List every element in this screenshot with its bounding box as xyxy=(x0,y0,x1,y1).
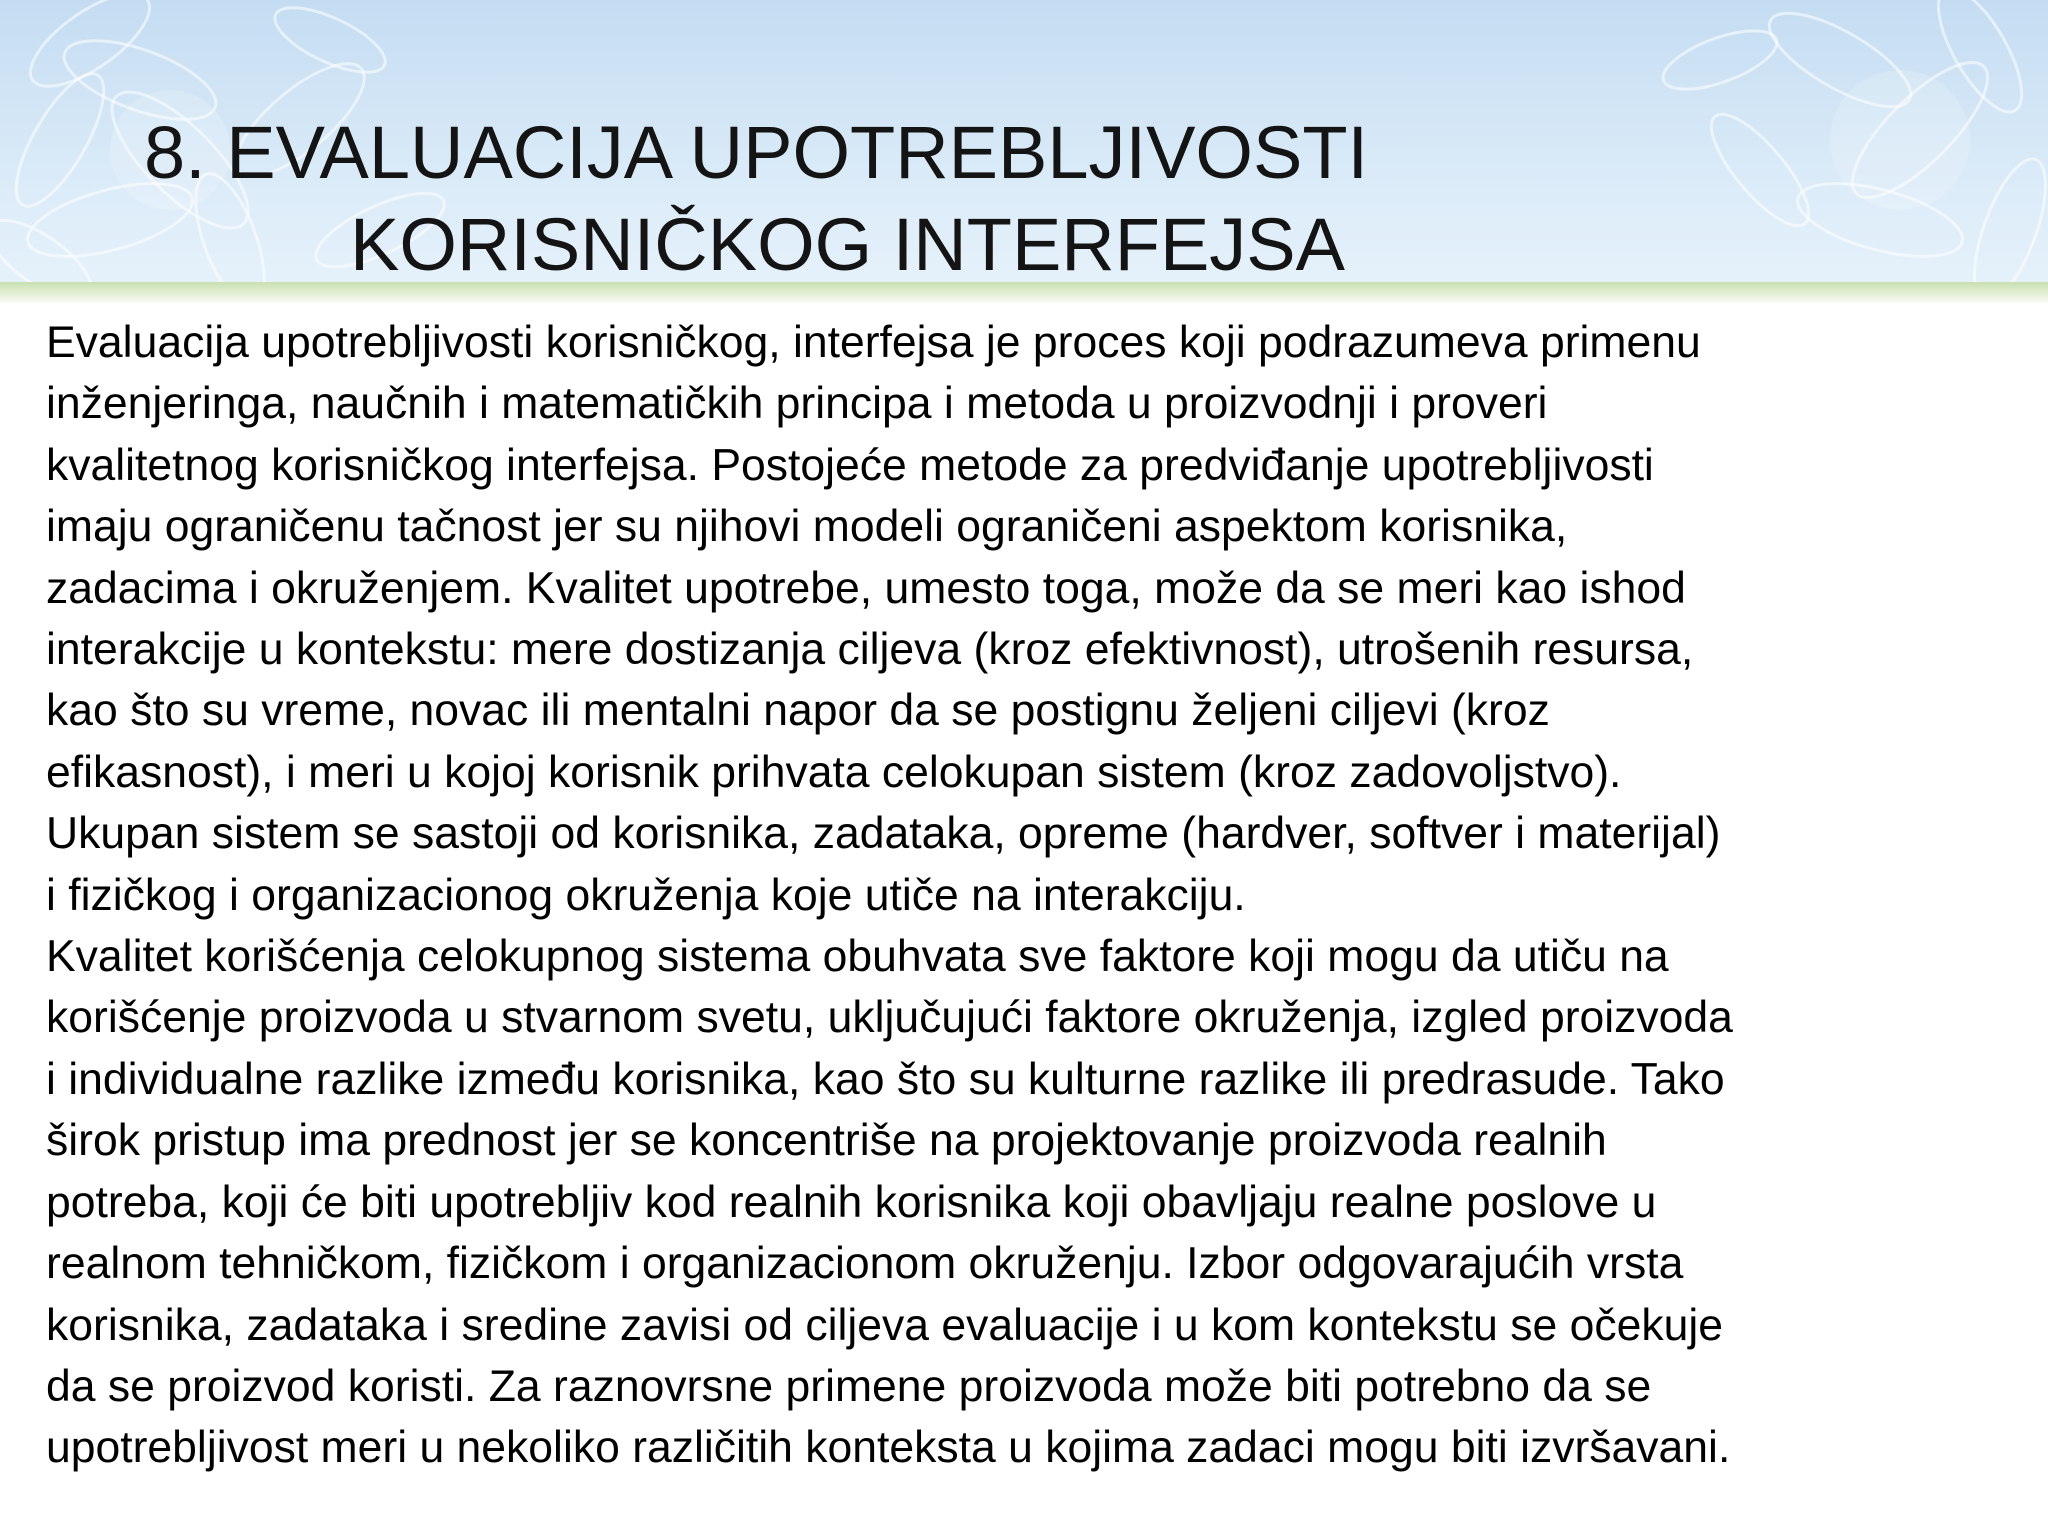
body-paragraph xyxy=(46,312,2036,1479)
body-line: korišćenje proizvoda u stvarnom svetu, uključujući faktore okruženja, izgled proizvoda xyxy=(46,993,1733,1043)
body-line: zadacima i okruženjem. Kvalitet upotrebe, umesto toga, može da se meri kao ishod xyxy=(46,563,1686,613)
body-line: korisnika, zadataka i sredine zavisi od ciljeva evaluacije i u kom kontekstu se očekuje xyxy=(46,1300,1724,1350)
body-line: efikasnost), i meri u kojoj korisnik prihvata celokupan sistem (kroz zadovoljstvo). xyxy=(46,747,1622,797)
body-line: Ukupan sistem se sastoji od korisnika, zadataka, opreme (hardver, softver i materijal) xyxy=(46,809,1721,859)
body-line: realnom tehničkom, fizičkom i organizacionom okruženju. Izbor odgovarajućih vrsta xyxy=(46,1239,1684,1289)
body-line: i fizičkog i organizacionog okruženja koje utiče na interakciju. xyxy=(46,870,1246,920)
body-line: imaju ograničenu tačnost jer su njihovi modeli ograničeni aspektom korisnika, xyxy=(46,502,1568,552)
body-line: interakcije u kontekstu: mere dostizanja ciljeva (kroz efektivnost), utrošenih resursa, xyxy=(46,625,1694,675)
body-line: da se proizvod koristi. Za raznovrsne primene proizvoda može biti potrebno da se xyxy=(46,1361,1652,1411)
body-line: širok pristup ima prednost jer se koncentriše na projektovanje proizvoda realnih xyxy=(46,1116,1607,1166)
title-line-1: 8. EVALUACIJA UPOTREBLJIVOSTI xyxy=(144,110,1369,194)
body-line: Kvalitet korišćenja celokupnog sistema obuhvata sve faktore koji mogu da utiču na xyxy=(46,932,1669,982)
body-line: potreba, koji će biti upotrebljiv kod realnih korisnika koji obavljaju realne poslove u xyxy=(46,1177,1657,1227)
body-line: upotrebljivost meri u nekoliko različitih konteksta u kojima zadaci mogu biti izvršavani. xyxy=(46,1423,1731,1473)
body-line: inženjeringa, naučnih i matematičkih principa i metoda u proizvodnji i proveri xyxy=(46,379,1548,429)
body-line: Evaluacija upotrebljivosti korisničkog, interfejsa je proces koji podrazumeva primenu xyxy=(46,318,1701,367)
body-line: i individualne razlike između korisnika, kao što su kulturne razlike ili predrasude. Tako xyxy=(46,1054,1725,1104)
title-line-2: KORISNIČKOG INTERFEJSA xyxy=(350,202,1346,286)
body-line: kvalitetnog korisničkog interfejsa. Postojeće metode za predviđanje upotrebljivosti xyxy=(46,440,1654,490)
body-line: kao što su vreme, novac ili mentalni napor da se postignu željeni ciljevi (kroz xyxy=(46,686,1550,736)
